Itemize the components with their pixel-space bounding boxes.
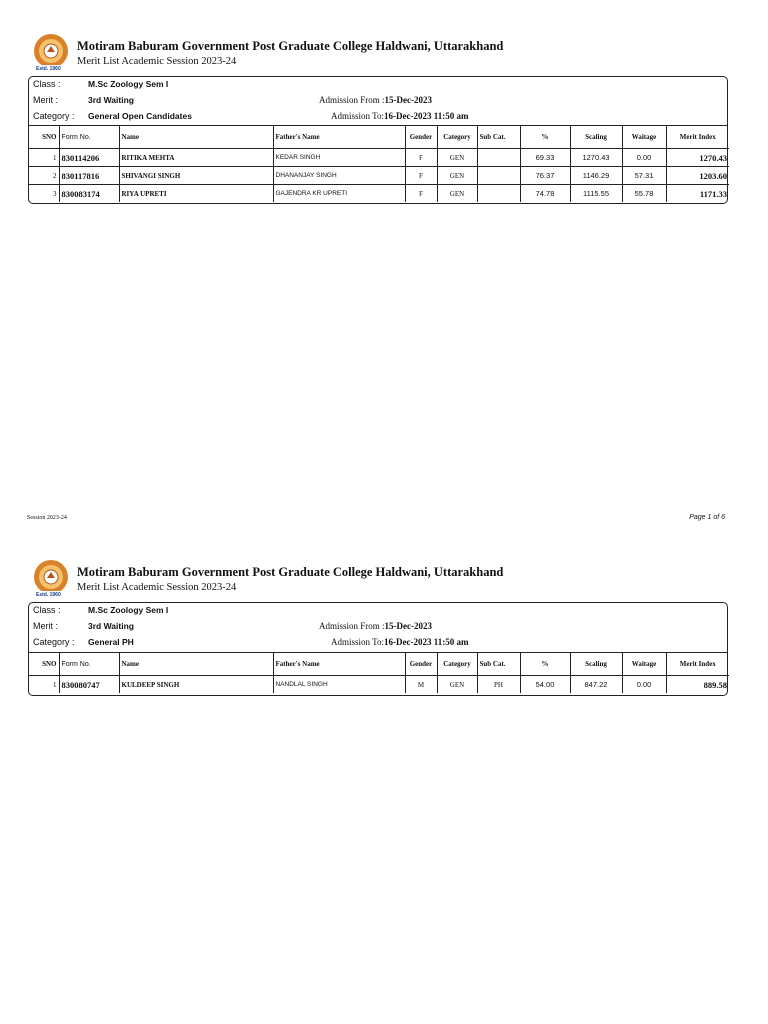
cell-sub-cat: [477, 185, 520, 203]
cell-gender: F: [405, 185, 437, 203]
col-form-no: Form No.: [59, 126, 119, 149]
footer-session: Session 2023-24: [27, 515, 67, 521]
cell-category: GEN: [437, 676, 477, 694]
merit-frame: [28, 602, 728, 696]
cell-merit-index: 889.58: [703, 679, 727, 690]
cell-father-name: DHANANJAY SINGH: [273, 167, 405, 185]
cell-waitage: 0.00: [622, 676, 666, 694]
table-row: [29, 149, 729, 167]
cell-name: RIYA UPRETI: [119, 185, 273, 203]
col-sub-cat: Sub Cat.: [477, 126, 520, 149]
class-label: Class :: [33, 79, 61, 89]
merit-list-subtitle: Merit List Academic Session 2023-24: [77, 582, 237, 593]
footer-page-number: Page 1 of 6: [689, 514, 725, 521]
cell-father-name: NANDLAL SINGH: [273, 676, 405, 694]
category-label: Category :: [33, 637, 75, 647]
class-label: Class :: [33, 605, 61, 615]
admission-from: Admission From :15-Dec-2023: [319, 621, 432, 631]
cell-sno: 1: [29, 149, 59, 167]
cell-scaling: 1146.29: [570, 167, 622, 185]
cell-father-name: GAJENDRA KR UPRETI: [273, 185, 405, 203]
cell-form-no: 830117816: [59, 167, 119, 185]
category-row: [29, 635, 727, 651]
merit-row: [29, 619, 727, 635]
col-category: Category: [437, 653, 477, 676]
merit-value: 3rd Waiting: [88, 621, 134, 631]
cell-category: GEN: [437, 149, 477, 167]
table-row: [29, 167, 729, 185]
merit-table: [29, 653, 729, 693]
cell-percent: 69.33: [520, 149, 570, 167]
cell-category: GEN: [437, 167, 477, 185]
col-gender: Gender: [405, 126, 437, 149]
cell-category: GEN: [437, 185, 477, 203]
admission-to: Admission To:16-Dec-2023 11:50 am: [331, 111, 469, 121]
table-header-row: [29, 653, 729, 676]
category-value: General PH: [88, 637, 134, 647]
cell-sub-cat: [477, 149, 520, 167]
class-value: M.Sc Zoology Sem I: [88, 605, 169, 615]
class-row: [29, 77, 727, 93]
cell-waitage: 0.00: [622, 149, 666, 167]
col-scaling: Scaling: [570, 653, 622, 676]
merit-value: 3rd Waiting: [88, 95, 134, 105]
col-form-no: Form No.: [59, 653, 119, 676]
table-row: [29, 676, 729, 694]
cell-percent: 76.37: [520, 167, 570, 185]
cell-name: RITIKA MEHTA: [119, 149, 273, 167]
cell-name: KULDEEP SINGH: [119, 676, 273, 694]
col-merit-index: Merit Index: [666, 653, 729, 676]
college-title: Motiram Baburam Government Post Graduate College Haldwani, Uttarakhand: [77, 39, 504, 53]
table-row: [29, 185, 729, 203]
class-row: [29, 603, 727, 619]
col-scaling: Scaling: [570, 126, 622, 149]
merit-row: [29, 93, 727, 109]
col-sno: SNO: [29, 653, 59, 676]
cell-waitage: 57.31: [622, 167, 666, 185]
cell-gender: F: [405, 167, 437, 185]
col-waitage: Waitage: [622, 126, 666, 149]
col-sno: SNO: [29, 126, 59, 149]
table-header-row: [29, 126, 729, 149]
col-category: Category: [437, 126, 477, 149]
cell-father-name: KEDAR SINGH: [273, 149, 405, 167]
cell-form-no: 830080747: [59, 676, 119, 694]
cell-sno: 3: [29, 185, 59, 203]
col-sub-cat: Sub Cat.: [477, 653, 520, 676]
cell-sub-cat: [477, 167, 520, 185]
cell-form-no: 830083174: [59, 185, 119, 203]
admission-from: Admission From :15-Dec-2023: [319, 95, 432, 105]
admission-to: Admission To:16-Dec-2023 11:50 am: [331, 637, 469, 647]
cell-merit-index: 1171.33: [699, 188, 727, 199]
merit-table: [29, 126, 729, 202]
merit-label: Merit :: [33, 621, 59, 631]
col-father-name: Father's Name: [273, 653, 405, 676]
category-label: Category :: [33, 111, 75, 121]
cell-name: SHIVANGI SINGH: [119, 167, 273, 185]
category-row: [29, 109, 727, 125]
cell-percent: 74.78: [520, 185, 570, 203]
merit-frame: [28, 76, 728, 204]
col-name: Name: [119, 653, 273, 676]
col-percent: %: [520, 126, 570, 149]
cell-sno: 1: [29, 676, 59, 694]
cell-merit-index: 1270.43: [666, 149, 729, 167]
cell-percent: 54.00: [520, 676, 570, 694]
cell-scaling: 1270.43: [570, 149, 622, 167]
cell-scaling: 847.22: [570, 676, 622, 694]
logo-caption: Estd. 1960: [36, 592, 61, 598]
col-name: Name: [119, 126, 273, 149]
col-father-name: Father's Name: [273, 126, 405, 149]
merit-list-subtitle: Merit List Academic Session 2023-24: [77, 56, 237, 67]
category-value: General Open Candidates: [88, 111, 192, 121]
cell-sub-cat: PH: [477, 676, 520, 694]
class-value: M.Sc Zoology Sem I: [88, 79, 169, 89]
col-percent: %: [520, 653, 570, 676]
college-title: Motiram Baburam Government Post Graduate College Haldwani, Uttarakhand: [77, 565, 504, 579]
merit-label: Merit :: [33, 95, 59, 105]
col-waitage: Waitage: [622, 653, 666, 676]
cell-form-no: 830114206: [59, 149, 119, 167]
cell-gender: F: [405, 149, 437, 167]
col-gender: Gender: [405, 653, 437, 676]
cell-scaling: 1115.55: [570, 185, 622, 203]
cell-waitage: 55.78: [622, 185, 666, 203]
cell-gender: M: [405, 676, 437, 694]
logo-caption: Estd. 1960: [36, 66, 61, 72]
col-merit-index: Merit Index: [666, 126, 729, 149]
cell-merit-index: 1203.60: [666, 167, 729, 185]
cell-sno: 2: [29, 167, 59, 185]
